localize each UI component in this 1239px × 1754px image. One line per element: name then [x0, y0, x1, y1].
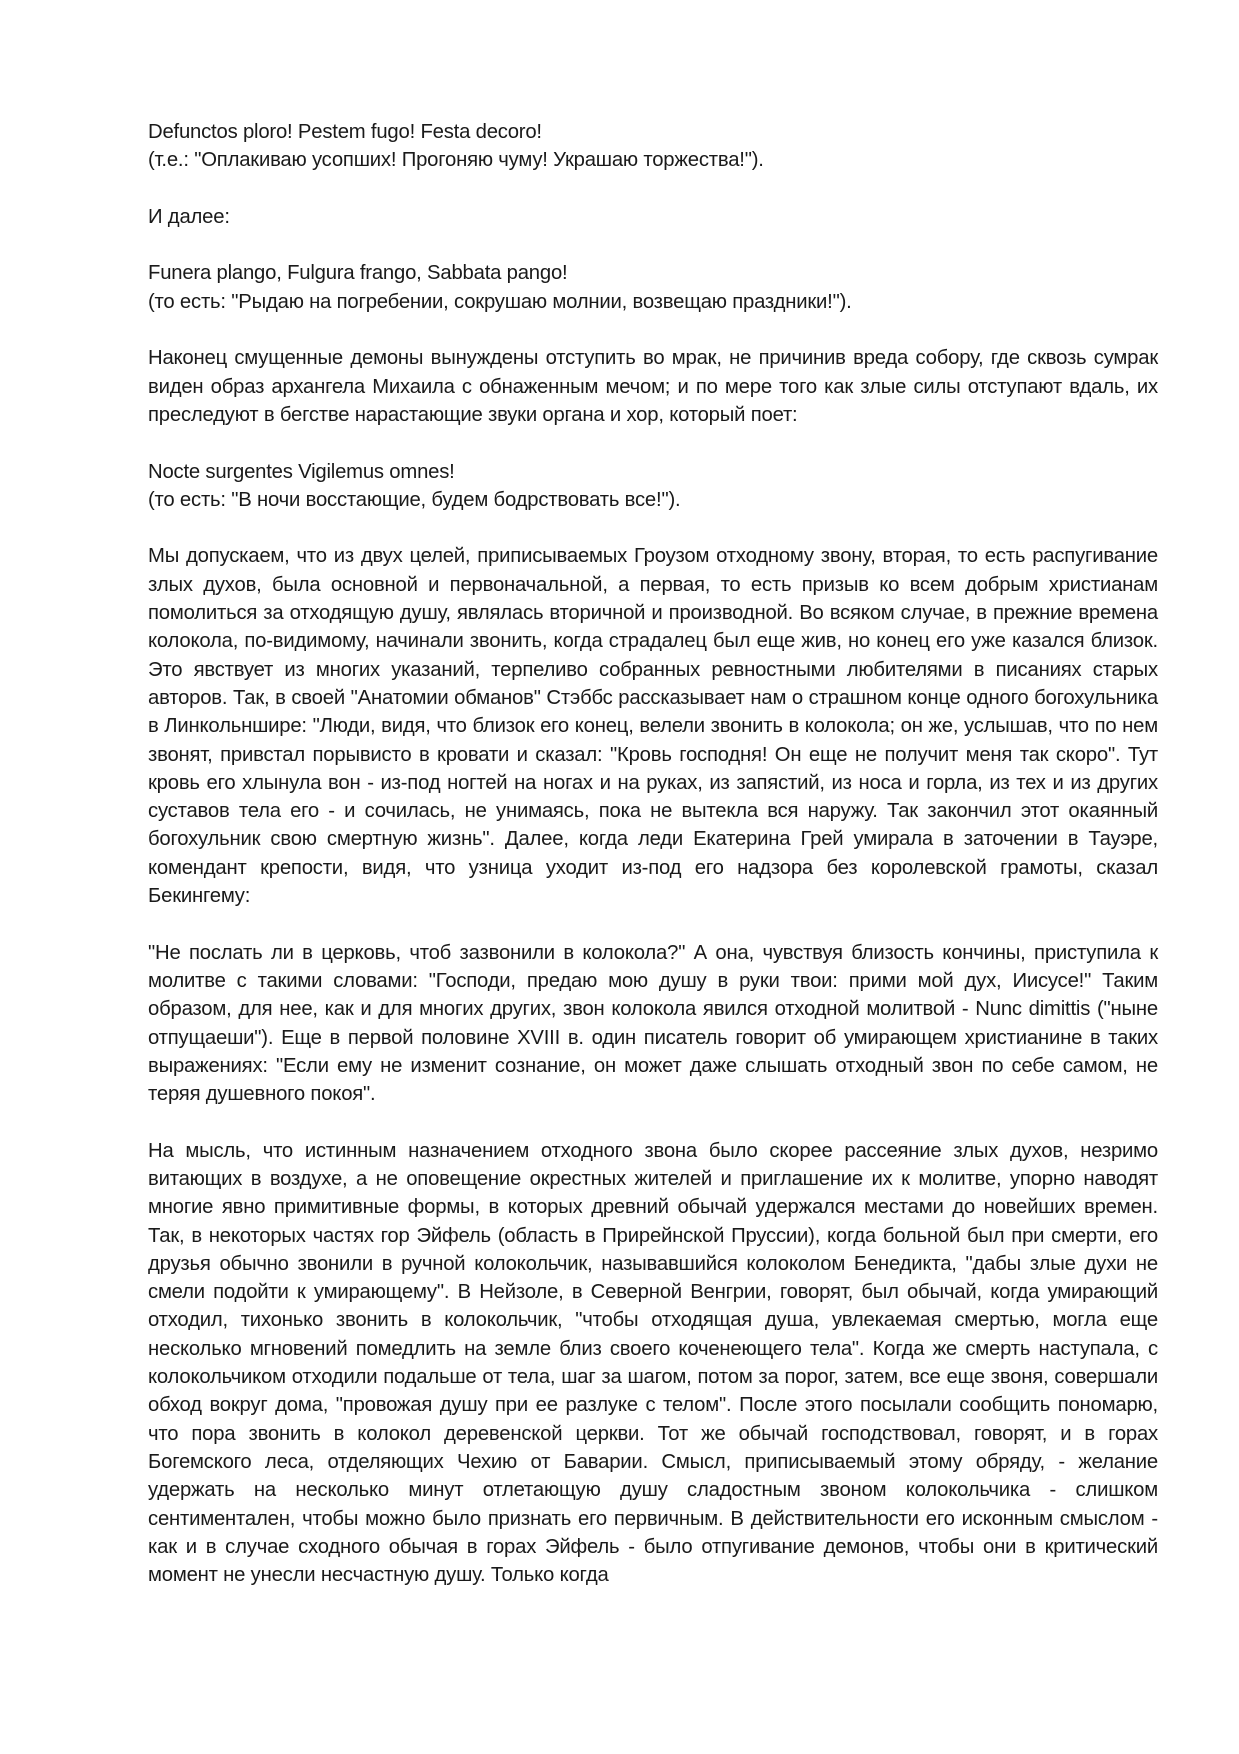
paragraph-text: "Не послать ли в церковь, чтоб зазвонили в колокола?" А она, чувствуя близость кончины, приступила к молитве с такими словами: "Господи, предаю мою душу в руки твои: прими мой дух, Иисусе!" Таким образом, для нее, как и для многих других, звон колокола явился отходной молитвой - Nunc dimittis ("ныне отпущаеши"). Еще в первой половине XVIII в. один писатель говорит об умирающем христианине в таких выражениях: "Если ему не изменит сознание, он может даже слышать отходный звон по себе самом, не теряя душевного покоя".: [148, 941, 1158, 1106]
translation-text: (т.е.: "Оплакиваю усопших! Прогоняю чуму! Украшаю торжества!").: [148, 149, 764, 172]
latin-verse-2: [148, 259, 1158, 316]
document-page: [148, 118, 1158, 1618]
latin-text: Defunctos ploro! Pestem fugo! Festa decoro!: [148, 121, 542, 143]
paragraph-text: Наконец смущенные демоны вынуждены отступить во мрак, не причинив вреда собору, где сквозь сумрак виден образ архангела Михаила с обнаженным мечом; и по мере того как злые силы отступают вдаль, их преследуют в бегстве нарастающие звуки органа и хор, который поет:: [148, 347, 1158, 426]
latin-verse-1: [148, 118, 1158, 175]
paragraph-1: [148, 344, 1158, 429]
intro-line: [148, 203, 1158, 231]
paragraph-text: Мы допускаем, что из двух целей, приписываемых Гроузом отходному звону, вторая, то есть распугивание злых духов, была основной и первоначальной, а первая, то есть призыв ко всем добрым христианам помолиться за отходящую душу, являлась вторичной и производной. Во всяком случае, в прежние времена колокола, по-видимому, начинали звонить, когда страдалец был еще жив, но конец его уже казался близок. Это явствует из многих указаний, терпеливо собранных ревностными любителями в писаниях старых авторов. Так, в своей "Анатомии обманов" Стэббс рассказывает нам о страшном конце одного богохульника в Линкольншире: "Люди, видя, что близок его конец, велели звонить в колокола; он же, услышав, что по нем звонят, привстал порывисто в кровати и сказал: "Кровь господня! Он еще не получит меня так скоро". Тут кровь его хлынула вон - из-под ногтей на ногах и на руках, из запястий, из носа и горла, из тех и из других суставов тела его - и сочилась, не унимаясь, пока не вытекла вся наружу. Так закончил этот окаянный богохульник свою смертную жизнь". Далее, когда леди Екатерина Грей умирала в заточении в Тауэре, комендант крепости, видя, что узница уходит из-под его надзора без королевской грамоты, сказал Бекингему:: [148, 545, 1158, 908]
latin-verse-3: [148, 458, 1158, 515]
translation-text: (то есть: "Рыдаю на погребении, сокрушаю молнии, возвещаю праздники!").: [148, 290, 852, 313]
paragraph-2: [148, 542, 1158, 910]
latin-text: Funera plango, Fulgura frango, Sabbata pango!: [148, 262, 568, 285]
translation-text: (то есть: "В ночи восстающие, будем бодрствовать все!").: [148, 488, 681, 511]
paragraph-text: На мысль, что истинным назначением отходного звона было скорее рассеяние злых духов, незримо витающих в воздухе, а не оповещение окрестных жителей и приглашение их к молитве, упорно наводят многие явно примитивные формы, в которых древний обычай удержался местами до новейших времен. Так, в некоторых частях гор Эйфель (область в Прирейнской Пруссии), когда больной был при смерти, его друзья обычно звонили в ручной колокольчик, называвшийся колоколом Бенедикта, "дабы злые духи не смели подойти к умирающему". В Нейзоле, в Северной Венгрии, говорят, был обычай, когда умирающий отходил, тихонько звонить в колокольчик, "чтобы отходящая душа, увлекаемая смертью, могла еще несколько мгновений помедлить на земле близ своего коченеющего тела". Когда же смерть наступала, с колокольчиком отходили подальше от тела, шаг за шагом, потом за порог, затем, все еще звоня, совершали обход вокруг дома, "провожая душу при ее разлуке с телом". После этого посылали сообщить пономарю, что пора звонить в колокол деревенской церкви. Тот же обычай господствовал, говорят, и в горах Богемского леса, отделяющих Чехию от Баварии. Смысл, приписываемый этому обряду, - желание удержать на несколько минут отлетающую душу сладостным звоном колокольчика - слишком сентиментален, чтобы можно было признать его первичным. В действительности его исконным смыслом - как и в случае сходного обычая в горах Эйфель - было отпугивание демонов, чтобы они в критический момент не унесли несчастную душу. Только когда: [148, 1139, 1158, 1587]
latin-text: Nocte surgentes Vigilemus omnes!: [148, 460, 455, 483]
paragraph-3: [148, 939, 1158, 1109]
paragraph-4: [148, 1137, 1158, 1590]
intro-text: И далее:: [148, 205, 230, 228]
